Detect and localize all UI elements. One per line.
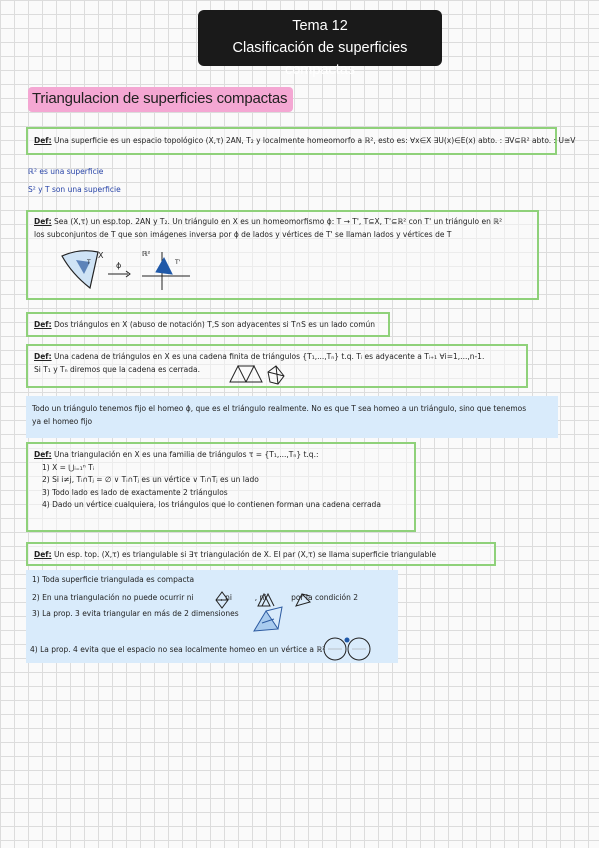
title-line-1: Tema 12 — [292, 18, 348, 34]
triangulation-item-3: 3) Todo lado es lado de exactamente 2 triángulos — [42, 487, 228, 497]
def-label: Def: — [34, 352, 52, 361]
triangulation-item-4: 4) Dado un vértice cualquiera, los triángulos que lo contienen forman una cadena cerrada — [42, 500, 381, 509]
fig-r2-label: ℝ² — [142, 250, 151, 258]
def-adjacent-box — [26, 312, 390, 337]
title-banner — [198, 10, 442, 78]
target-triangle — [156, 258, 172, 274]
def-label: Def: — [34, 217, 52, 226]
def-label: Def: — [34, 550, 52, 559]
def-triangulation-intro: Una triangulación en X es una familia de triángulos τ = {T₁,...,Tₙ} t.q.: — [53, 450, 319, 459]
def-surface-line — [34, 135, 576, 148]
example-2: S² y T son una superficie — [28, 185, 121, 194]
def-triangulation-box — [26, 442, 416, 532]
triangulation-item-1: 1) X = ⋃ᵢ₌₁ⁿ Tᵢ — [42, 462, 95, 472]
def-triangle-text-1: Sea (X,τ) un esp.top. 2AN y T₂. Un triángulo en X es un homeomorfismo ϕ: T → T', T⊆X, T'⊆ℝ² con T' un triángulo en ℝ² — [53, 217, 503, 226]
remark-2-d: por la condición 2 — [291, 593, 359, 602]
examples — [28, 166, 121, 196]
fig-phi-label: ϕ — [116, 261, 122, 270]
remark-2-b: , ni — [220, 593, 232, 602]
def-surface-box — [26, 127, 576, 155]
remark-3: 3) La prop. 3 evita triangular en más de 2 dimensiones — [32, 609, 239, 618]
def-chain-text-1: Una cadena de triángulos en X es una cadena finita de triángulos {T₁,...,Tₙ} t.q. Tᵢ es adyacente a Tᵢ₊₁ ∀i=1,...,n-1. — [53, 352, 485, 361]
fig-x-label: X — [98, 251, 104, 260]
def-chain-text-2: Si T₁ y Tₙ diremos que la cadena es cerrada. — [34, 364, 200, 374]
def-triangle-text-2: los subconjuntos de T que son imágenes inversa por ϕ de lados y vértices de T' se llaman lados y vértices de T — [34, 229, 452, 239]
note-text-1: Todo un triángulo tenemos fijo el homeo ϕ, que es el triángulo realmente. No es que T sea homeo a un triángulo, sino que tenemos — [32, 404, 527, 413]
def-triangulable-box — [26, 542, 496, 566]
section-heading: Triangulacion de superficies compactas — [28, 87, 293, 112]
def-adjacent-text: Dos triángulos en X (abuso de notación) T,S son adyacentes si T∩S es un lado común — [53, 320, 376, 329]
def-label: Def: — [34, 450, 52, 459]
def-surface-text: Una superficie es un espacio topológico (X,τ) 2AN, T₂ y localmente homeomorfo a ℝ², esto es: ∀x∈X ∃U(x)∈E(x) abto. : ∃V⊆ℝ² abto. : U≅V — [53, 136, 576, 145]
def-triangulable-text: Un esp. top. (X,τ) es triangulable si ∃τ triangulación de X. El par (X,τ) se llama superficie triangulable — [53, 550, 437, 559]
fig-t-label: T — [87, 259, 91, 266]
def-label: Def: — [34, 136, 52, 145]
example-1: ℝ² es una superficie — [28, 167, 104, 176]
remark-3-figure — [252, 605, 288, 635]
chain-figure — [228, 362, 288, 386]
def-triangle-line-1 — [34, 216, 531, 229]
title-line-2: Clasificación de superficies compactas — [232, 40, 408, 78]
fig-tp-label: T' — [175, 259, 181, 266]
curved-triangle-shape — [62, 251, 98, 288]
note-text-2: ya el homeo fijo — [32, 417, 93, 426]
remark-2-a: 2) En una triangulación no puede ocurrir ni — [32, 593, 194, 602]
remark-4-figure — [322, 636, 374, 662]
triangle-homeo-figure — [50, 248, 200, 293]
remark-1: 1) Toda superficie triangulada es compacta — [32, 575, 195, 584]
def-label: Def: — [34, 320, 52, 329]
remark-4: 4) La prop. 4 evita que el espacio no sea localmente homeo en un vértice a ℝ² — [30, 645, 326, 654]
note-triangle-box — [26, 396, 558, 438]
triangulation-item-2: 2) Si i≠j, Tᵢ∩Tⱼ = ∅ ∨ Tᵢ∩Tⱼ es un vértice ∨ Tᵢ∩Tⱼ es un lado — [42, 475, 259, 484]
remark-2-c: , ni — [254, 593, 267, 602]
